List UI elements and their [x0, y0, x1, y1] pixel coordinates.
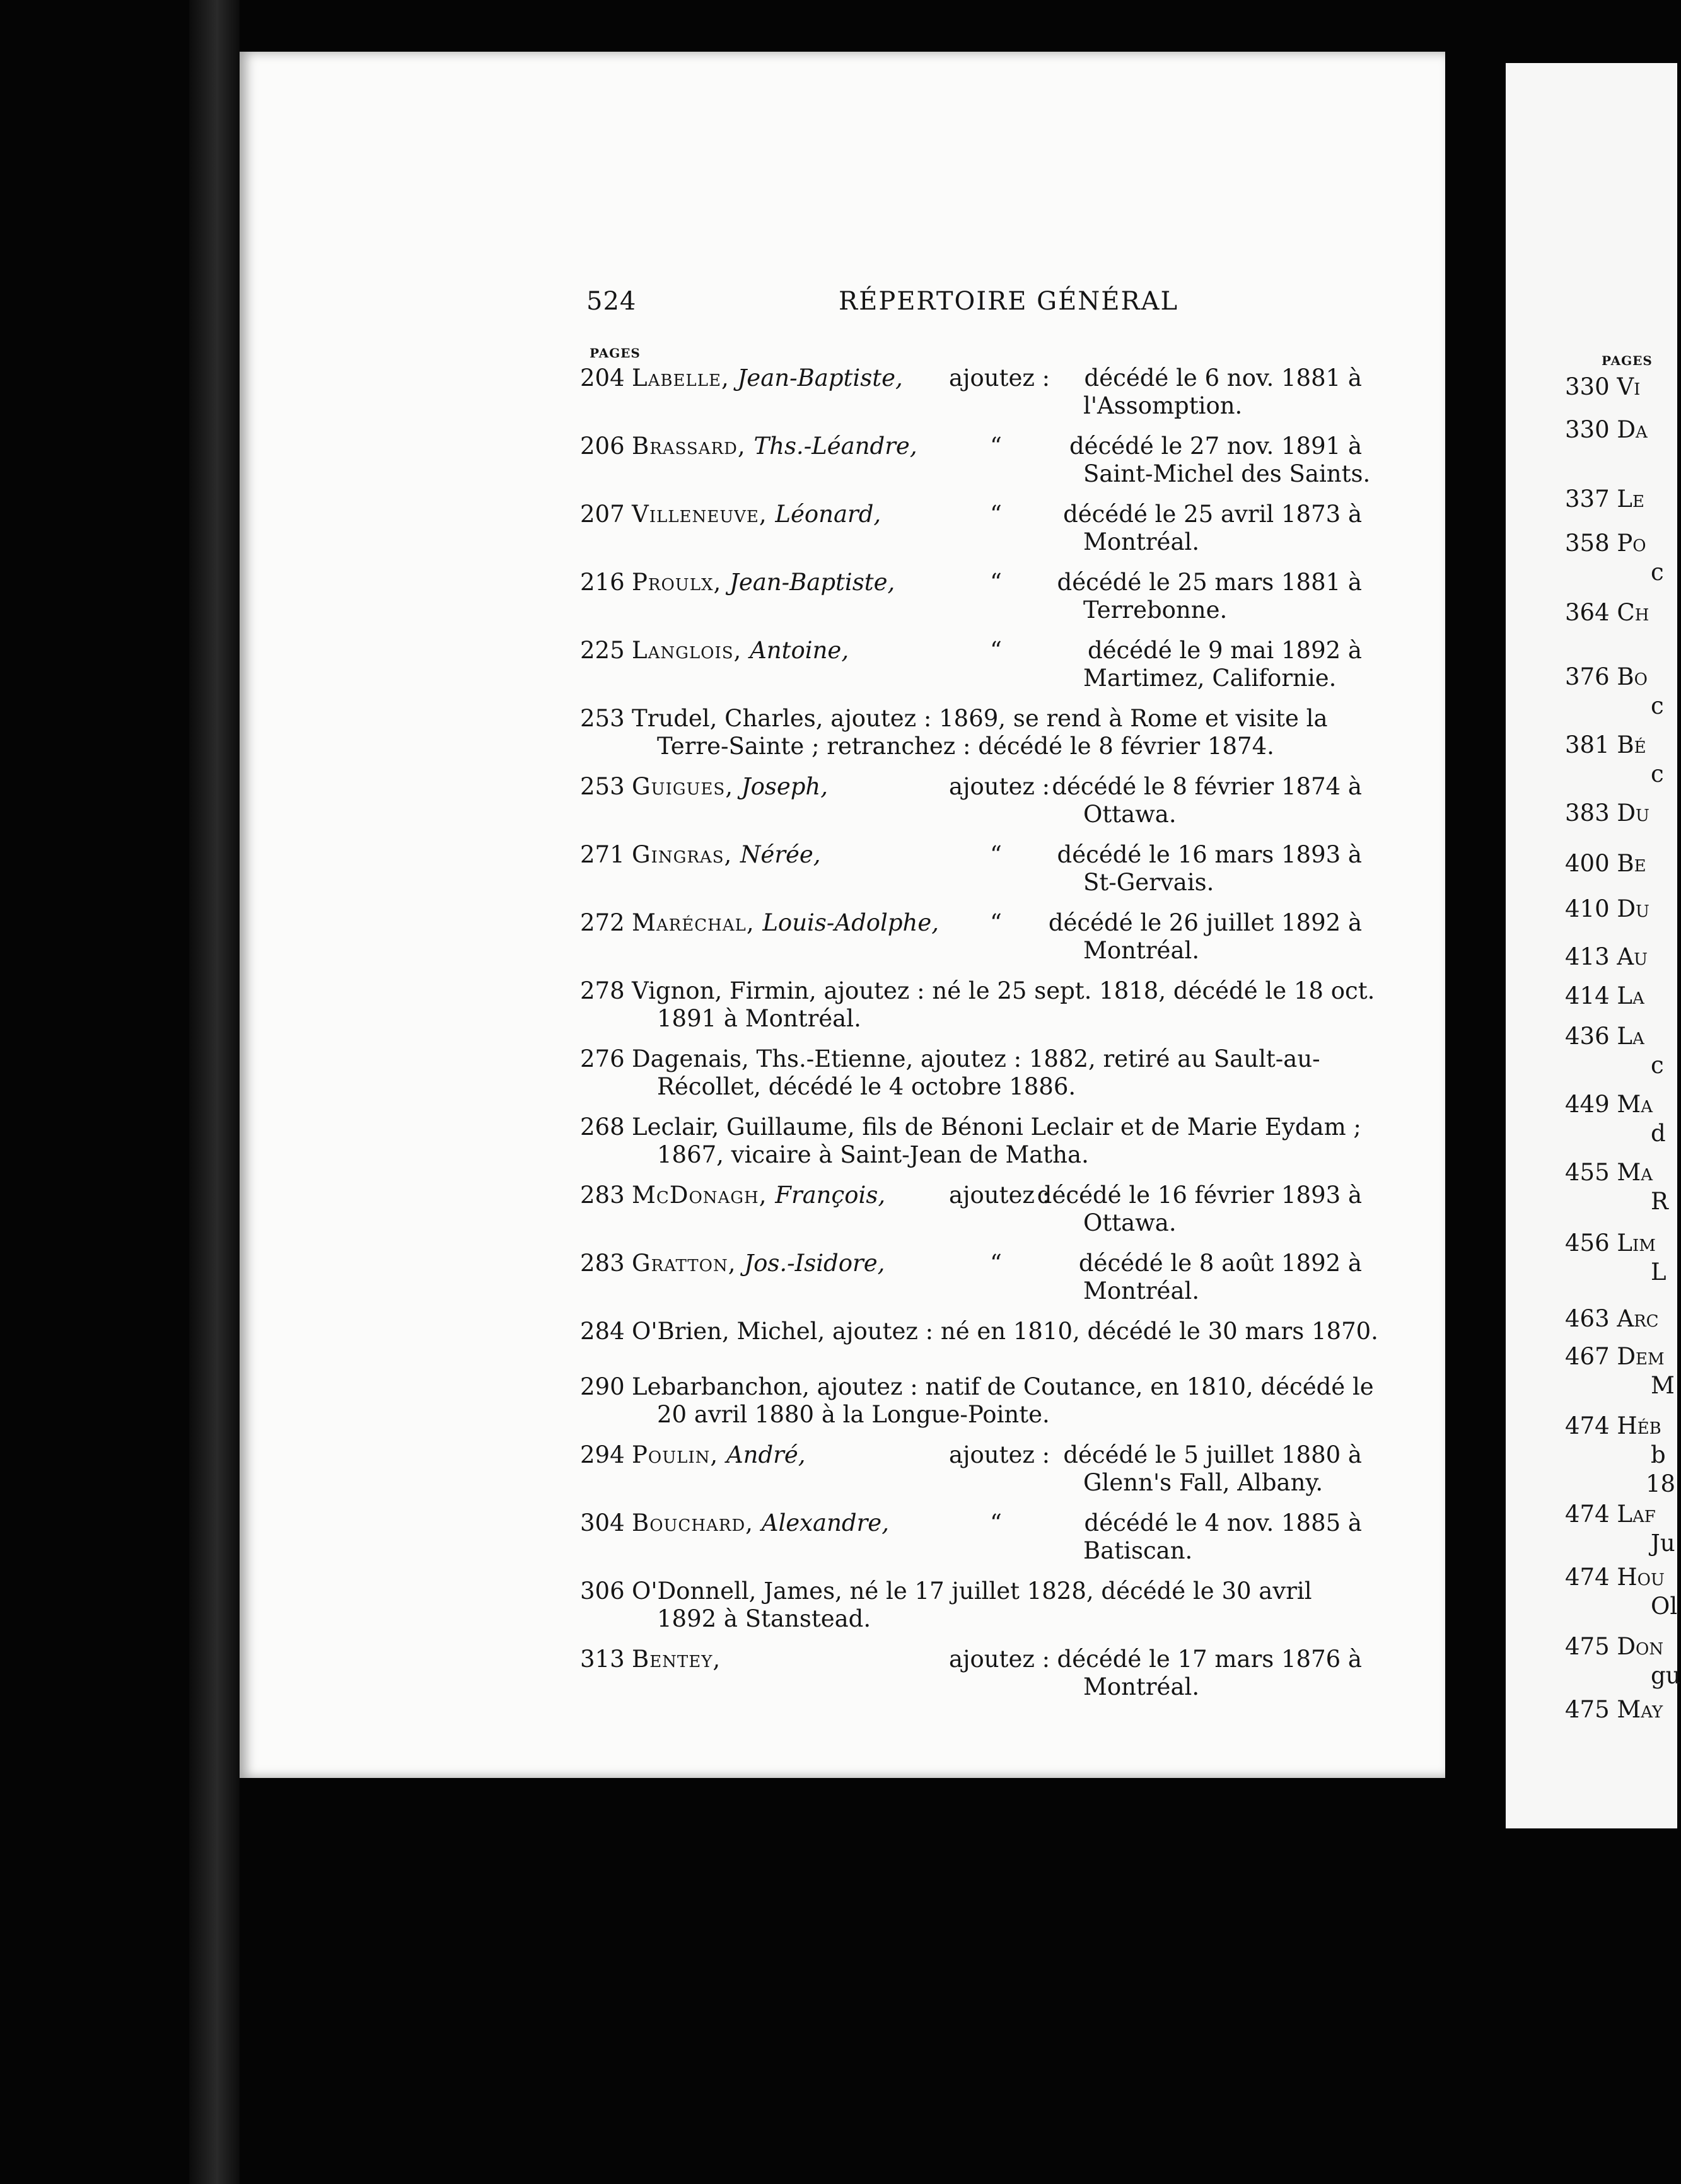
entry-detail-continued: St-Gervais.	[1083, 869, 1214, 896]
right-page-reference: 414	[1565, 982, 1617, 1009]
entry-detail: décédé le 25 mars 1881 à	[1057, 569, 1362, 596]
entry	[580, 1045, 1362, 1100]
entry-keyword: ajoutez :	[949, 1646, 1050, 1673]
right-entry-continued: Ol	[1651, 1593, 1678, 1620]
page-reference: 271	[580, 841, 625, 868]
entry-detail-continued: Montréal.	[1083, 937, 1200, 964]
page-reference: 306	[580, 1577, 625, 1605]
entry	[580, 1441, 1362, 1496]
entry-detail-continued: Saint-Michel des Saints.	[1083, 460, 1371, 487]
entry-surname: Langlois,	[632, 637, 750, 664]
entry-line	[580, 909, 1362, 937]
entry-line	[580, 433, 1362, 460]
entry-line	[580, 1250, 1362, 1277]
page-reference: 313	[580, 1646, 625, 1673]
entry-detail: décédé le 8 août 1892 à	[1078, 1250, 1362, 1277]
entry-line	[580, 773, 1362, 801]
right-entry	[1565, 530, 1646, 557]
entry-text: Lebarbanchon, ajoutez : natif de Coutance, en 1810, décédé le	[632, 1373, 1374, 1400]
entry-surname: Labelle,	[632, 364, 738, 392]
entry-detail: décédé le 4 nov. 1885 à	[1084, 1509, 1362, 1536]
entry-detail: décédé le 17 mars 1876 à	[1057, 1646, 1362, 1673]
right-page-reference: 455	[1565, 1159, 1617, 1186]
entry-name	[632, 433, 917, 460]
entry-given-name: André,	[726, 1441, 806, 1468]
entry	[580, 364, 1362, 419]
right-entry-continued: 18	[1646, 1470, 1676, 1497]
right-entry-surname: Le	[1617, 485, 1644, 513]
entry-text: Trudel, Charles, ajoutez : 1869, se rend à Rome et visite la	[632, 705, 1328, 732]
entry-detail-continued: Ottawa.	[1083, 801, 1177, 828]
entry-line	[580, 1318, 1378, 1345]
entry-name	[632, 1182, 885, 1209]
right-entry-continued: L	[1651, 1258, 1666, 1286]
book-gutter	[1445, 0, 1506, 2184]
entry-given-name: François,	[775, 1182, 886, 1209]
entry-keyword: ajoutez :	[949, 773, 1050, 800]
right-page-reference: 330	[1565, 373, 1617, 400]
entry-detail: décédé le 16 mars 1893 à	[1057, 841, 1362, 868]
entry-text-continued: Récollet, décédé le 4 octobre 1886.	[657, 1073, 1076, 1100]
entry-line	[580, 569, 1362, 596]
right-entry	[1565, 1696, 1663, 1723]
entry-text-continued: 1891 à Montréal.	[657, 1005, 861, 1032]
entry	[580, 1113, 1362, 1168]
entry-detail-continued: Ottawa.	[1083, 1209, 1177, 1236]
book-spine	[189, 0, 240, 2184]
entry-given-name: Nérée,	[740, 841, 821, 868]
entry	[580, 637, 1362, 692]
entry-name	[632, 909, 939, 937]
entry-detail-continued: Glenn's Fall, Albany.	[1083, 1469, 1323, 1496]
right-page-reference: 449	[1565, 1091, 1617, 1118]
entry-name	[632, 501, 881, 528]
entry-surname: Poulin,	[632, 1441, 726, 1468]
entry-line	[580, 841, 1362, 869]
page-reference: 207	[580, 501, 625, 528]
page-reference: 225	[580, 637, 625, 664]
right-entry	[1565, 1091, 1653, 1118]
page-number: 524	[586, 287, 637, 316]
right-page-reference: 475	[1565, 1633, 1617, 1660]
entry	[580, 433, 1371, 487]
entry	[580, 1318, 1378, 1345]
right-page-reference: 474	[1565, 1412, 1617, 1439]
page-reference: 278	[580, 977, 625, 1004]
entry-text: O'Brien, Michel, ajoutez : né en 1810, décédé le 30 mars 1870.	[632, 1318, 1378, 1345]
entry-detail-continued: Montréal.	[1083, 528, 1200, 555]
entry-keyword: “	[990, 569, 1002, 596]
entry-keyword: “	[990, 1250, 1002, 1277]
right-entry	[1565, 1305, 1659, 1332]
right-pages-column-label: PAGES	[1602, 353, 1653, 368]
running-head: RÉPERTOIRE GÉNÉRAL	[839, 287, 1179, 316]
right-entry	[1565, 485, 1644, 513]
entry-name	[632, 1441, 806, 1469]
right-page-reference: 410	[1565, 895, 1617, 922]
entry-keyword: “	[990, 909, 1002, 936]
right-entry-surname: Laf	[1617, 1501, 1656, 1528]
entry	[580, 705, 1362, 760]
entry-surname: McDonagh,	[632, 1182, 776, 1209]
page-reference: 304	[580, 1509, 625, 1536]
entry-name	[632, 1250, 885, 1277]
entry-line	[580, 1646, 1362, 1673]
entry-surname: Bentey,	[632, 1646, 721, 1673]
right-entry-surname: La	[1617, 982, 1644, 1009]
entry-given-name: Jean-Baptiste,	[730, 569, 895, 596]
entry-name	[632, 364, 903, 392]
entry-detail: décédé le 6 nov. 1881 à	[1084, 364, 1362, 392]
right-page-reference: 381	[1565, 731, 1617, 758]
entry-text: Vignon, Firmin, ajoutez : né le 25 sept. 1818, décédé le 18 oct.	[632, 977, 1375, 1004]
entry-given-name: Louis-Adolphe,	[762, 909, 939, 936]
entry-surname: Guigues,	[632, 773, 742, 800]
right-page-reference: 400	[1565, 850, 1617, 877]
right-entry	[1565, 1343, 1665, 1370]
entry-surname: Proulx,	[632, 569, 730, 596]
entry	[580, 501, 1362, 555]
pages-column-label: PAGES	[590, 346, 641, 361]
entry-given-name: Léonard,	[775, 501, 881, 528]
entry-name	[632, 1646, 721, 1673]
right-entry	[1565, 943, 1648, 970]
right-entry-surname: Hou	[1617, 1564, 1665, 1591]
page-reference: 290	[580, 1373, 625, 1400]
right-entry	[1565, 799, 1649, 827]
entry-detail: décédé le 27 nov. 1891 à	[1069, 433, 1362, 460]
entry-line	[580, 705, 1362, 733]
entry	[580, 1182, 1362, 1236]
entry-detail: décédé le 16 février 1893 à	[1037, 1182, 1362, 1209]
right-entry	[1565, 416, 1648, 443]
entry-detail: décédé le 8 février 1874 à	[1052, 773, 1362, 800]
entry	[580, 841, 1362, 896]
right-entry-continued: M	[1651, 1372, 1675, 1399]
right-entry-surname: Ma	[1617, 1159, 1653, 1186]
entry-surname: Brassard,	[632, 433, 754, 460]
entry-text: Dagenais, Ths.-Etienne, ajoutez : 1882, retiré au Sault-au-	[632, 1045, 1320, 1072]
entry-line	[580, 501, 1362, 528]
right-entry	[1565, 1501, 1656, 1528]
entry-line	[580, 1577, 1362, 1605]
entry-line	[580, 1182, 1362, 1209]
entry-line	[580, 637, 1362, 665]
entry-name	[632, 1509, 889, 1537]
entry-name	[632, 773, 828, 801]
entry	[580, 1373, 1374, 1428]
entry-detail-continued: Montréal.	[1083, 1673, 1200, 1700]
entry-surname: Bouchard,	[632, 1509, 762, 1536]
right-page-reference: 474	[1565, 1501, 1617, 1528]
entry-detail: décédé le 9 mai 1892 à	[1087, 637, 1362, 664]
entry-surname: Villeneuve,	[632, 501, 776, 528]
right-entry-surname: Vi	[1617, 373, 1641, 400]
right-entry	[1565, 663, 1648, 690]
entry	[580, 1577, 1362, 1632]
entry-given-name: Jean-Baptiste,	[737, 364, 903, 392]
entry-given-name: Antoine,	[750, 637, 849, 664]
right-entry-continued: Ju	[1651, 1530, 1675, 1557]
entry-surname: Maréchal,	[632, 909, 763, 936]
entry-line	[580, 1441, 1362, 1469]
right-entry-surname: Don	[1617, 1633, 1664, 1660]
right-page-reference: 467	[1565, 1343, 1617, 1370]
entry-line	[580, 977, 1375, 1005]
right-entry-surname: Bo	[1617, 663, 1648, 690]
entry-name	[632, 637, 849, 665]
entry-detail-continued: Martimez, Californie.	[1083, 665, 1337, 692]
right-entry-continued: c	[1651, 559, 1664, 586]
right-entry-surname: Du	[1617, 799, 1649, 827]
right-page-reference: 383	[1565, 799, 1617, 827]
right-entry-surname: Arc	[1617, 1305, 1659, 1332]
right-page-reference: 376	[1565, 663, 1617, 690]
entry	[580, 1250, 1362, 1304]
right-entry-surname: Lim	[1617, 1229, 1656, 1257]
entry-line	[580, 1045, 1362, 1073]
page-reference: 276	[580, 1045, 625, 1072]
right-page-reference: 474	[1565, 1564, 1617, 1591]
right-entry-continued: c	[1651, 692, 1664, 719]
entry-keyword: “	[990, 637, 1002, 664]
entry-name	[632, 569, 895, 596]
entry-given-name: Joseph,	[741, 773, 829, 800]
page-reference: 272	[580, 909, 625, 936]
entry-text: Leclair, Guillaume, fils de Bénoni Leclair et de Marie Eydam ;	[632, 1113, 1361, 1141]
right-entry	[1565, 1159, 1653, 1186]
page-reference: 216	[580, 569, 625, 596]
right-page-reference: 413	[1565, 943, 1617, 970]
entry-detail-continued: Terrebonne.	[1083, 596, 1228, 624]
entry-line	[580, 1373, 1374, 1401]
entry-line	[580, 364, 1362, 392]
right-page-reference: 337	[1565, 485, 1617, 513]
right-entry-surname: Dem	[1617, 1343, 1665, 1370]
right-page-reference: 364	[1565, 599, 1617, 626]
right-entry	[1565, 982, 1644, 1009]
right-page-reference: 463	[1565, 1305, 1617, 1332]
page-reference: 294	[580, 1441, 625, 1468]
entry	[580, 1646, 1362, 1700]
right-entry-surname: Po	[1617, 530, 1646, 557]
right-entry-surname: Ma	[1617, 1091, 1653, 1118]
right-entry	[1565, 599, 1649, 626]
right-entry-surname: May	[1617, 1696, 1663, 1723]
right-entry-surname: Héb	[1617, 1412, 1661, 1439]
entry-given-name: Jos.-Isidore,	[744, 1250, 885, 1277]
page-reference: 268	[580, 1113, 625, 1141]
entry-keyword: “	[990, 1509, 1002, 1536]
page-reference: 204	[580, 364, 625, 392]
entry-given-name: Ths.-Léandre,	[753, 433, 917, 460]
right-entry-surname: Ch	[1617, 599, 1649, 626]
right-page-reference: 358	[1565, 530, 1617, 557]
right-entry-continued: c	[1651, 760, 1664, 787]
page-reference: 253	[580, 705, 625, 732]
entry-detail-continued: Batiscan.	[1083, 1537, 1193, 1564]
entry-keyword: “	[990, 433, 1002, 460]
right-entry	[1565, 1564, 1665, 1591]
right-entry-continued: c	[1651, 1052, 1664, 1079]
entry-surname: Gratton,	[632, 1250, 745, 1277]
right-entry	[1565, 1412, 1661, 1439]
page-reference: 283	[580, 1182, 625, 1209]
entry	[580, 909, 1362, 964]
entry	[580, 1509, 1362, 1564]
entry	[580, 569, 1362, 624]
right-entry	[1565, 850, 1646, 877]
right-entry-surname: Au	[1617, 943, 1648, 970]
right-entry-continued: b	[1651, 1441, 1666, 1468]
entry-detail: décédé le 5 juillet 1880 à	[1063, 1441, 1362, 1468]
right-entry-surname: Be	[1617, 850, 1646, 877]
entry-keyword: ajoutez :	[949, 1441, 1050, 1468]
entry-text-continued: 1867, vicaire à Saint-Jean de Matha.	[657, 1141, 1089, 1168]
right-entry-surname: Bé	[1617, 731, 1646, 758]
entry-text-continued: Terre-Sainte ; retranchez : décédé le 8 février 1874.	[657, 733, 1274, 760]
right-entry-surname: Du	[1617, 895, 1649, 922]
entry	[580, 773, 1362, 828]
page-reference: 284	[580, 1318, 625, 1345]
right-entry	[1565, 731, 1646, 758]
entry-name	[632, 841, 821, 869]
right-entry-continued: gu	[1651, 1662, 1681, 1689]
entry-detail: décédé le 26 juillet 1892 à	[1048, 909, 1362, 936]
entry-keyword: ajoutez :	[949, 1182, 1050, 1209]
right-entry-continued: d	[1651, 1120, 1666, 1147]
right-page-reference: 330	[1565, 416, 1617, 443]
page-reference: 253	[580, 773, 625, 800]
entry-detail-continued: l'Assomption.	[1083, 392, 1243, 419]
page-reference: 283	[580, 1250, 625, 1277]
right-entry	[1565, 895, 1649, 922]
entry-keyword: “	[990, 501, 1002, 528]
right-page-reference: 456	[1565, 1229, 1617, 1257]
right-entry-surname: Da	[1617, 416, 1648, 443]
right-entry	[1565, 1633, 1663, 1660]
right-entry	[1565, 1023, 1644, 1050]
entry-keyword: “	[990, 841, 1002, 868]
entry-text-continued: 1892 à Stanstead.	[657, 1605, 871, 1632]
entry-surname: Gingras,	[632, 841, 741, 868]
page-reference: 206	[580, 433, 625, 460]
right-entry-surname: La	[1617, 1023, 1644, 1050]
entry-line	[580, 1509, 1362, 1537]
entry-line	[580, 1113, 1362, 1141]
entry-text: O'Donnell, James, né le 17 juillet 1828, décédé le 30 avril	[632, 1577, 1312, 1605]
entry-given-name: Alexandre,	[761, 1509, 889, 1536]
entry-keyword: ajoutez :	[949, 364, 1050, 392]
right-entry-continued: R	[1651, 1188, 1668, 1215]
right-page-reference: 436	[1565, 1023, 1617, 1050]
entry-detail: décédé le 25 avril 1873 à	[1063, 501, 1362, 528]
right-page-reference: 475	[1565, 1696, 1617, 1723]
right-entry	[1565, 373, 1640, 400]
entry	[580, 977, 1375, 1032]
entry-text-continued: 20 avril 1880 à la Longue-Pointe.	[657, 1401, 1050, 1428]
right-entry	[1565, 1229, 1656, 1257]
entry-detail-continued: Montréal.	[1083, 1277, 1200, 1304]
